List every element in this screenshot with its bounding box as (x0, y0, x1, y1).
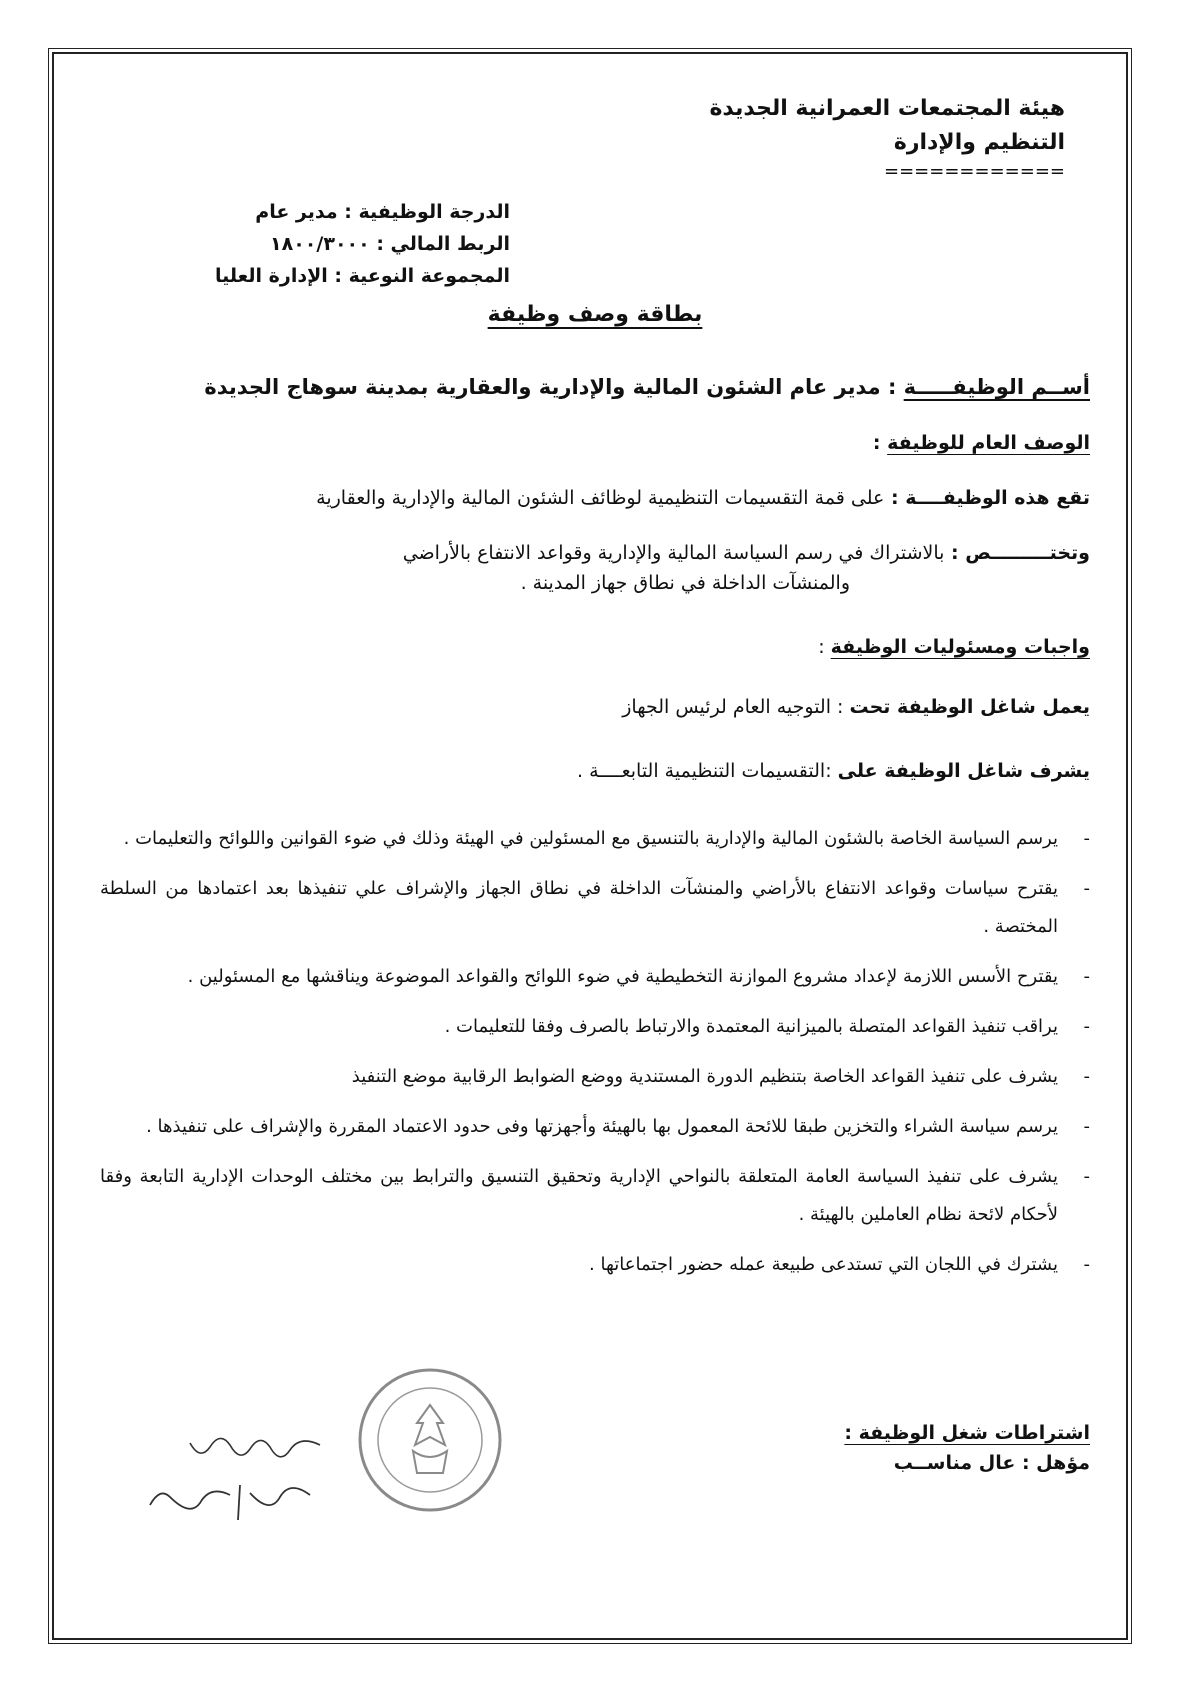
job-specialty-row (100, 538, 1090, 598)
list-item: - يقترح الأسس اللازمة لإعداد مشروع الموازنة التخطيطية في ضوء اللوائح والقواعد الموضوعة ويناقشها مع المسئولين . (100, 958, 1090, 996)
card-title-text: بطاقة وصف وظيفة (487, 302, 703, 327)
list-item: - يراقب تنفيذ القواعد المتصلة بالميزانية المعتمدة والارتباط بالصرف وفقا للتعليمات . (100, 1008, 1090, 1046)
bullet-dash: - (1083, 828, 1090, 849)
bullet-dash: - (1083, 966, 1090, 987)
list-item: - يشترك في اللجان التي تستدعى طبيعة عمله حضور اجتماعاتها . (100, 1246, 1090, 1284)
organization-header (709, 92, 1065, 182)
job-name-value: مدير عام الشئون المالية والإدارية والعقارية بمدينة سوهاج الجديدة (204, 375, 881, 399)
conditions-heading: اشتراطات شغل الوظيفة : (844, 1422, 1090, 1444)
job-name-label: أســم الوظيفـــــة (903, 375, 1090, 399)
job-name-row (100, 372, 1090, 402)
department-name: التنظيم والإدارة (893, 130, 1065, 155)
list-item: - يرسم السياسة الخاصة بالشئون المالية والإدارية بالتنسيق مع المسئولين في الهيئة وذلك في ضوء القوانين واللوائح والتعليمات . (100, 820, 1090, 858)
job-group: المجموعة النوعية : الإدارة العليا (215, 265, 510, 287)
bullet-dash: - (1083, 1166, 1090, 1187)
grade-info (150, 196, 510, 292)
supervises-label: يشرف شاغل الوظيفة على (837, 760, 1090, 782)
job-conditions (844, 1418, 1090, 1478)
job-position-value: على قمة التقسيمات التنظيمية لوظائف الشئون المالية والإدارية والعقارية (316, 487, 885, 509)
job-name-sep: : (880, 375, 904, 399)
supervises-value: التقسيمات التنظيمية التابعــــة . (577, 760, 826, 782)
bullet-dash: - (1083, 878, 1090, 899)
duties-heading-row (100, 632, 1090, 662)
job-position-row (100, 483, 1090, 513)
list-item: - يرسم سياسة الشراء والتخزين طبقا للائحة المعمول بها بالهيئة وأجهزتها وفى حدود الاعتماد المقررة والإشراف على تنفيذها . (100, 1108, 1090, 1146)
supervises-sep: : (825, 760, 838, 782)
job-specialty-cont: والمنشآت الداخلة في نطاق جهاز المدينة . (520, 572, 850, 594)
duties-list (100, 820, 1090, 1296)
general-desc-row (100, 428, 1090, 458)
page-title (0, 302, 1190, 327)
salary-band: الربط المالي : ١٨٠٠/٣٠٠٠ (270, 233, 510, 255)
duties-heading: واجبات ومسئوليات الوظيفة (830, 636, 1090, 658)
list-item: - يشرف على تنفيذ القواعد الخاصة بتنظيم الدورة المستندية ووضع الضوابط الرقابية موضع التنفيذ (100, 1058, 1090, 1096)
reports-to-value: التوجيه العام لرئيس الجهاز (622, 696, 831, 718)
official-seal-icon (355, 1365, 505, 1515)
list-item: - يشرف على تنفيذ السياسة العامة المتعلقة بالنواحي الإدارية وتحقيق التنسيق والترابط بين مختلف الوحدات الإدارية التابعة وفقا لأحكام لائحة نظام العاملين بالهيئة . (100, 1158, 1090, 1234)
org-name: هيئة المجتمعات العمرانية الجديدة (709, 96, 1065, 121)
handwritten-signature-icon (120, 1425, 340, 1535)
list-item: - يقترح سياسات وقواعد الانتفاع بالأراضي والمنشآت الداخلة في نطاق الجهاز والإشراف علي تنفيذها بعد اعتمادها من السلطة المختصة . (100, 870, 1090, 946)
job-position-sep: : (884, 487, 906, 509)
reports-to-label: يعمل شاغل الوظيفة تحت (849, 696, 1090, 718)
supervises-row (100, 756, 1090, 786)
general-desc-label: الوصف العام للوظيفة (887, 432, 1090, 454)
bullet-dash: - (1083, 1254, 1090, 1275)
job-grade: الدرجة الوظيفية : مدير عام (255, 201, 510, 223)
job-specialty-sep: : (944, 542, 966, 564)
bullet-dash: - (1083, 1016, 1090, 1037)
reports-to-sep: : (831, 696, 850, 718)
job-specialty-label: وتختـــــــــص (965, 542, 1090, 564)
bullet-dash: - (1083, 1066, 1090, 1087)
general-desc-sep: : (872, 432, 888, 454)
duties-heading-sep: : (818, 636, 831, 658)
bullet-dash: - (1083, 1116, 1090, 1137)
header-separator: ============ (884, 161, 1065, 182)
qualification: مؤهل : عال مناســب (893, 1452, 1090, 1474)
job-specialty-value: بالاشتراك في رسم السياسة المالية والإدارية وقواعد الانتفاع بالأراضي (402, 542, 945, 564)
job-position-label: تقع هذه الوظيفــــة (905, 487, 1090, 509)
reports-to-row (100, 692, 1090, 722)
